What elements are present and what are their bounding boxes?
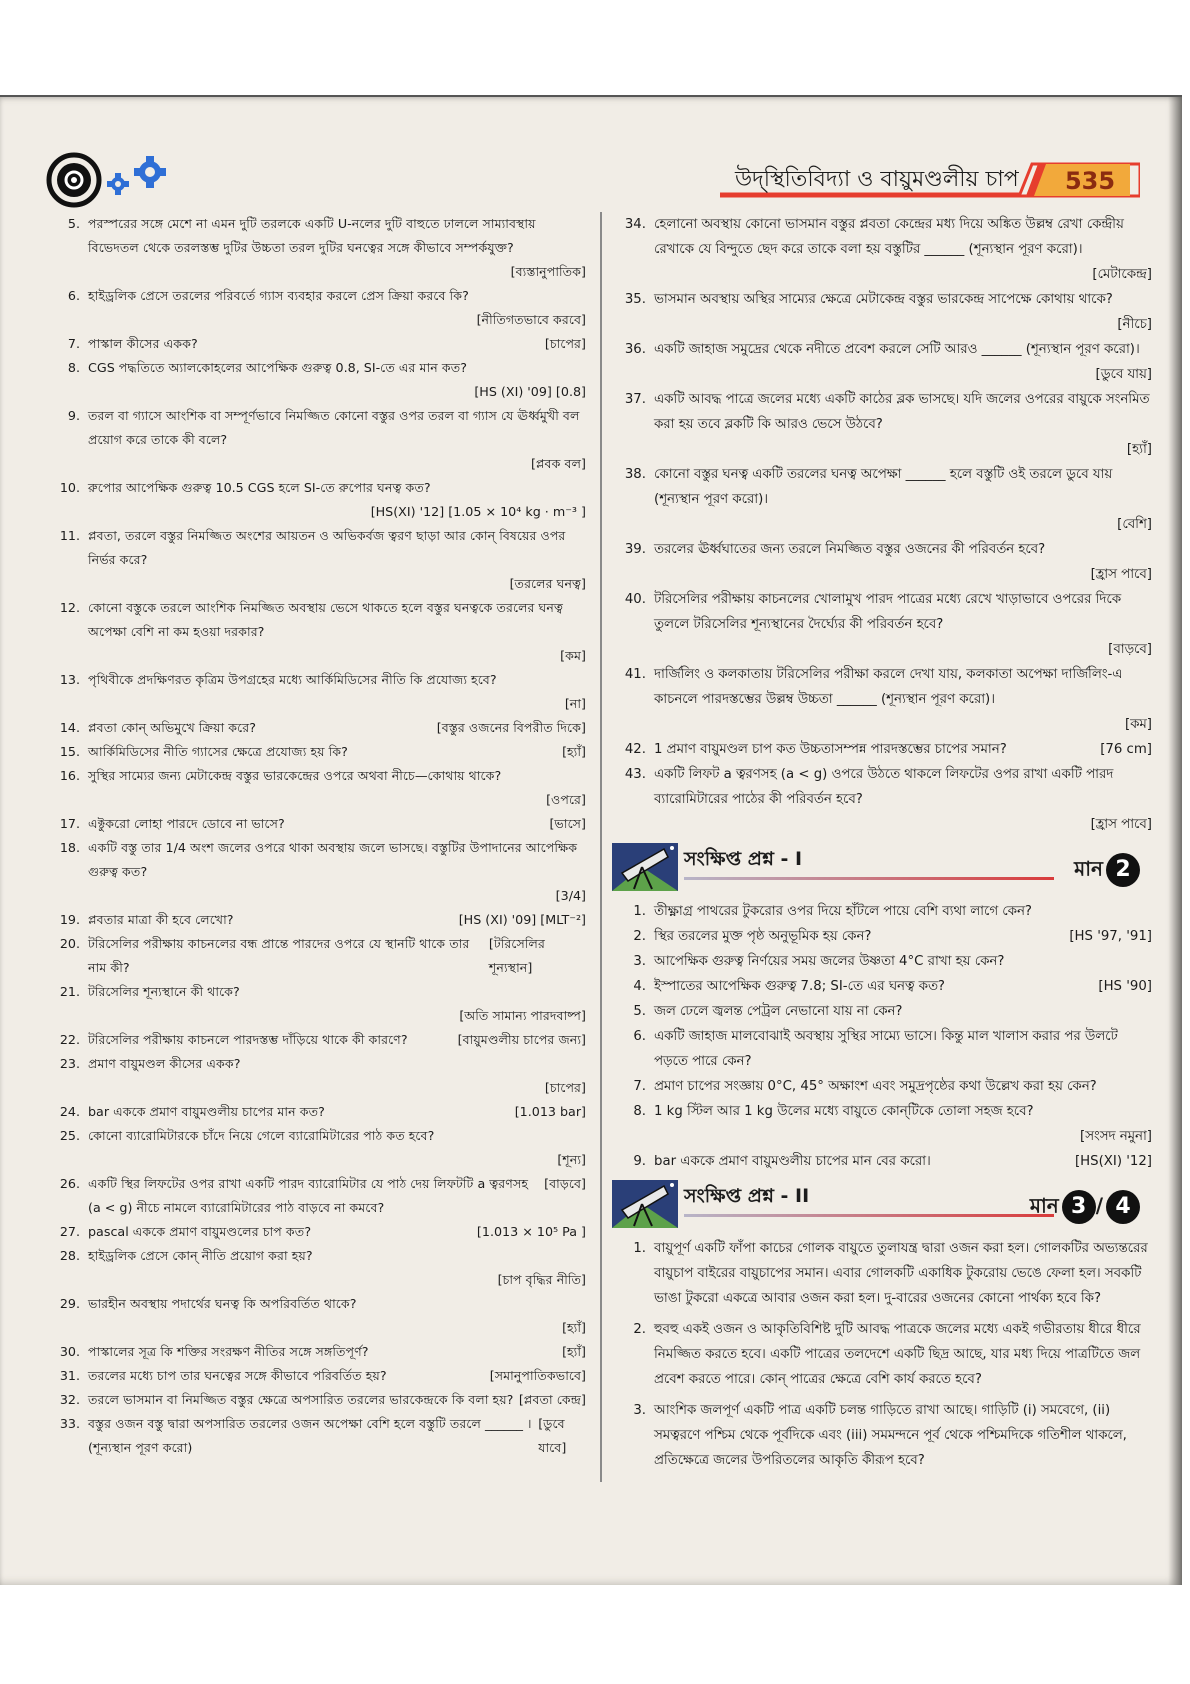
question-text: এক্টুকরো লোহা পারদে ডোবে না ভাসে? xyxy=(88,816,285,831)
question-number: 6. xyxy=(67,288,80,303)
question-text: আংশিক জলপূর্ণ একটি পাত্র একটি চলন্ত গাড়িতে রাখা আছে। গাড়িটি (i) সমবেগে, (ii) সমত্বরণে পশ্চিম থেকে পূর্বদিকে এবং (iii) সমমন্দনে পূর্ব থেকে পশ্চিমদিকে গতিশীল থাকলে, প্রতিক্ষেত্রে জলের উপরিতলের আকৃতি কীরূপ হবে? xyxy=(654,1403,1127,1468)
question-number: 14. xyxy=(59,720,80,735)
answer-text: [বাড়বে] xyxy=(544,1176,586,1191)
question-item xyxy=(612,899,1152,924)
question-item xyxy=(46,1028,586,1052)
question-text: একটি লিফট a ত্বরণসহ (a < g) ওপরে উঠতে থাকলে লিফটের ওপর রাখা একটি পারদ ব্যারোমিটারের পাঠের কী পরিবর্তন হবে? xyxy=(654,767,1114,807)
answer-text: [HS(XI) '12] xyxy=(1074,1154,1152,1169)
question-text: একটি জাহাজ সমুদ্রের থেকে নদীতে প্রবেশ করলে সেটি আরও ______ (শূন্যস্থান পূরণ করো)। xyxy=(654,342,1140,357)
question-text: ভাসমান অবস্থায় অস্থির সাম্যের ক্ষেত্রে মেটাকেন্দ্র বস্তুর ভারকেন্দ্র সাপেক্ষে কোথায় থাকে? xyxy=(654,292,1113,307)
answer-text: [বায়ুমণ্ডলীয় চাপের জন্য] xyxy=(457,1032,586,1047)
question-text: একটি স্থির লিফটের ওপর রাখা একটি পারদ ব্যারোমিটার যে পাঠ দেয় লিফটটি a ত্বরণসহ (a < g) নীচে নামলে ব্যারোমিটারের পাঠ বাড়বে না কমবে? xyxy=(88,1176,529,1215)
question-number: 33. xyxy=(59,1416,80,1431)
question-number: 7. xyxy=(633,1079,646,1094)
section-title: সংক্ষিপ্ত প্রশ্ন - II xyxy=(684,1185,810,1207)
question-text: পাস্কালের সূত্র কি শক্তির সংরক্ষণ নীতির সঙ্গে সঙ্গতিপূর্ণ? xyxy=(88,1344,369,1359)
question-text: প্লবতার মাত্রা কী হবে লেখো? xyxy=(88,912,234,927)
question-number: 1. xyxy=(633,1241,646,1256)
answer-text: [HS(XI) '12] [1.05 × 10⁴ kg · m⁻³ ] xyxy=(370,504,586,519)
question-text: ভারহীন অবস্থায় পদার্থের ঘনত্ব কি অপরিবর্তিত থাকে? xyxy=(88,1296,357,1311)
question-item xyxy=(46,356,586,404)
question-number: 32. xyxy=(59,1392,80,1407)
question-text: স্থির তরলের মুক্ত পৃষ্ঠ অনুভূমিক হয় কেন? xyxy=(654,929,872,944)
question-number: 34. xyxy=(624,217,646,232)
question-number: 5. xyxy=(633,1004,646,1019)
answer-text: [বস্তুর ওজনের বিপরীত দিকে] xyxy=(436,720,586,735)
question-number: 37. xyxy=(624,392,646,407)
section-rule xyxy=(684,877,1054,880)
answer-text: [হ্রাস পাবে] xyxy=(1090,567,1152,582)
question-text: ইস্পাতের আপেক্ষিক গুরুত্ব 7.8; SI-তে এর ঘনত্ব কত? xyxy=(654,979,945,994)
answer-text: [কম] xyxy=(560,648,586,663)
question-text: পাস্কাল কীসের একক? xyxy=(88,336,198,351)
answer-text: [হ্যাঁ] xyxy=(562,1344,586,1359)
question-item xyxy=(612,924,1152,949)
answer-text: [কম] xyxy=(1124,717,1152,732)
question-text: সুস্থির সাম্যের জন্য মেটাকেন্দ্র বস্তুর ভারকেন্দ্রের ওপরে অথবা নীচে—কোথায় থাকে? xyxy=(88,768,502,783)
question-number: 9. xyxy=(67,408,80,423)
question-item xyxy=(46,932,586,980)
question-item xyxy=(46,1172,586,1220)
question-number: 39. xyxy=(624,542,646,557)
question-text: bar এককে প্রমাণ বায়ুমণ্ডলীয় চাপের মান বের করো। xyxy=(654,1154,931,1169)
question-item xyxy=(46,524,586,596)
answer-text: [HS '97, '91] xyxy=(1069,929,1152,944)
section-short-questions-2 xyxy=(612,1180,1152,1230)
question-number: 28. xyxy=(59,1248,80,1263)
question-item xyxy=(46,1388,586,1412)
question-number: 13. xyxy=(59,672,80,687)
telescope-icon xyxy=(612,843,678,891)
mark-badge: 4 xyxy=(1106,1190,1140,1224)
question-number: 24. xyxy=(59,1104,80,1119)
answer-text: [1.013 bar] xyxy=(514,1104,586,1119)
question-item xyxy=(612,1024,1152,1074)
answer-text: [নীচে] xyxy=(1117,317,1152,332)
answer-text: [HS (XI) '09] [0.8] xyxy=(474,384,586,399)
question-number: 40. xyxy=(624,592,646,607)
question-item xyxy=(46,764,586,812)
question-text: প্রমাণ বায়ুমণ্ডল কীসের একক? xyxy=(88,1056,241,1071)
question-text: বস্তুর ওজন বস্তু দ্বারা অপসারিত তরলের ওজন অপেক্ষা বেশি হলে বস্তুটি তরলে ______ । (শূন্যস্থান পূরণ করো) xyxy=(88,1416,532,1455)
page-number: 535 xyxy=(1064,167,1116,195)
question-number: 1. xyxy=(633,904,646,919)
question-number: 29. xyxy=(59,1296,80,1311)
question-number: 35. xyxy=(624,292,646,307)
question-item xyxy=(612,1236,1152,1311)
question-number: 38. xyxy=(624,467,646,482)
mark-label: মান xyxy=(1074,856,1103,881)
question-item xyxy=(612,1074,1152,1099)
question-number: 8. xyxy=(633,1104,646,1119)
question-text: রুপোর আপেক্ষিক গুরুত্ব 10.5 CGS হলে SI-তে রুপোর ঘনত্ব কত? xyxy=(88,480,431,495)
answer-text: [মেটাকেন্দ্র] xyxy=(1092,267,1152,282)
question-number: 41. xyxy=(624,667,646,682)
question-text: হুবহু একই ওজন ও আকৃতিবিশিষ্ট দুটি আবদ্ধ পাত্রকে জলের মধ্যে একই গভীরতায় ধীরে ধীরে নিমজ্জিত করতে হবে। একটি পাত্রের তলদেশে একটি ছিদ্র আছে, যার মধ্য দিয়ে পাত্রটিতে জল প্রবেশ করতে পারে। কোন্ পাত্রের ক্ষেত্রে বেশি কার্য করতে হবে? xyxy=(654,1322,1141,1387)
question-number: 17. xyxy=(59,816,80,831)
question-number: 4. xyxy=(633,979,646,994)
question-item xyxy=(46,836,586,908)
mark-separator: / xyxy=(1095,1193,1103,1218)
left-column xyxy=(46,212,586,1460)
question-item xyxy=(612,1317,1152,1392)
question-number: 23. xyxy=(59,1056,80,1071)
question-number: 3. xyxy=(633,1403,646,1418)
question-item xyxy=(46,476,586,524)
question-item xyxy=(612,287,1152,337)
question-item xyxy=(46,1292,586,1340)
question-text: টরিসেলির শূন্যস্থানে কী থাকে? xyxy=(88,984,240,999)
question-text: কোনো বস্তুর ঘনত্ব একটি তরলের ঘনত্ব অপেক্ষা ______ হলে বস্তুটি ওই তরলে ডুবে যায় (শূন্যস্থান পূরণ করো)। xyxy=(654,467,1113,507)
question-item xyxy=(46,1220,586,1244)
section-short-questions-1 xyxy=(612,843,1152,893)
telescope-icon xyxy=(612,1180,678,1228)
question-item xyxy=(612,462,1152,537)
question-number: 7. xyxy=(67,336,80,351)
question-number: 8. xyxy=(67,360,80,375)
answer-text: [নীতিগতভাবে করবে] xyxy=(476,312,586,327)
question-number: 22. xyxy=(59,1032,80,1047)
question-item xyxy=(612,537,1152,587)
question-text: আর্কিমিডিসের নীতি গ্যাসের ক্ষেত্রে প্রযোজ্য হয় কি? xyxy=(88,744,348,759)
question-item xyxy=(46,668,586,716)
question-item xyxy=(612,737,1152,762)
section-mark xyxy=(1030,1190,1140,1224)
question-item xyxy=(612,999,1152,1024)
question-text: তরলে ভাসমান বা নিমজ্জিত বস্তুর ক্ষেত্রে অপসারিত তরলের ভারকেন্দ্রকে কি বলা হয়? xyxy=(88,1392,514,1407)
answer-text: [সংসদ নমুনা] xyxy=(1080,1129,1152,1144)
question-number: 43. xyxy=(624,767,646,782)
question-text: pascal এককে প্রমাণ বায়ুমণ্ডলের চাপ কত? xyxy=(88,1224,312,1239)
answer-text: [বেশি] xyxy=(1117,517,1152,532)
question-item xyxy=(612,387,1152,462)
question-text: তরলের ঊর্ধ্বঘাতের জন্য তরলে নিমজ্জিত বস্তুর ওজনের কী পরিবর্তন হবে? xyxy=(654,542,1046,557)
question-item xyxy=(46,1244,586,1292)
question-number: 19. xyxy=(59,912,80,927)
question-text: প্লবতা কোন্ অভিমুখে ক্রিয়া করে? xyxy=(88,720,256,735)
question-item xyxy=(46,1124,586,1172)
right-column xyxy=(612,212,1152,1473)
question-item xyxy=(46,284,586,332)
answer-text: [হ্যাঁ] xyxy=(562,1320,586,1335)
question-text: বায়ুপূর্ণ একটি ফাঁপা কাচের গোলক বায়ুতে তুলাযন্ত্র দ্বারা ওজন করা হল। গোলকটির অভ্যন্তরের বায়ুচাপ বাইরের বায়ুচাপের সমান। এবার গোলকটি একাধিক টুকরোয় ভেঙে ফেলা হল। সবকটি ভাঙা টুকরো একত্রে আবার ওজন করা হল। দু-বারের ওজনের কোনো পার্থক্য হবে কি? xyxy=(654,1241,1148,1306)
question-number: 2. xyxy=(633,1322,646,1337)
question-text: একটি বস্তু তার 1/4 অংশ জলের ওপরে থাকা অবস্থায় জলে ভাসছে। বস্তুটির উপাদানের আপেক্ষিক গুরুত্ব কত? xyxy=(88,840,578,879)
question-text: দার্জিলিং ও কলকাতায় টরিসেলির পরীক্ষা করলে দেখা যায়, কলকাতা অপেক্ষা দার্জিলিং-এ কাচনলে পারদস্তম্ভের উল্লম্ব উচ্চতা ______ (শূন্যস্থান পূরণ করো)। xyxy=(654,667,1123,707)
answer-text: [76 cm] xyxy=(1100,742,1152,757)
question-text: 1 প্রমাণ বায়ুমণ্ডল চাপ কত উচ্চতাসম্পন্ন পারদস্তম্ভের চাপের সমান? xyxy=(654,742,1007,757)
answer-text: [ভাসে] xyxy=(549,816,586,831)
question-text: CGS পদ্ধতিতে অ্যালকোহলের আপেক্ষিক গুরুত্ব 0.8, SI-তে এর মান কত? xyxy=(88,360,467,375)
question-text: হাইড্রলিক প্রেসে কোন্ নীতি প্রয়োগ করা হয়? xyxy=(88,1248,313,1263)
section-title: সংক্ষিপ্ত প্রশ্ন - I xyxy=(684,848,803,870)
question-text: bar এককে প্রমাণ বায়ুমণ্ডলীয় চাপের মান কত? xyxy=(88,1104,325,1119)
question-number: 31. xyxy=(59,1368,80,1383)
answer-text: [ব্যস্তানুপাতিক] xyxy=(510,264,586,279)
question-text: আপেক্ষিক গুরুত্ব নির্ণয়ের সময় জলের উষ্ণতা 4°C রাখা হয় কেন? xyxy=(654,954,1005,969)
question-item xyxy=(612,212,1152,287)
question-text: পৃথিবীকে প্রদক্ষিণরত কৃত্রিম উপগ্রহের মধ্যে আর্কিমিডিসের নীতি কি প্রযোজ্য হবে? xyxy=(88,672,497,687)
question-item xyxy=(612,949,1152,974)
mark-label: মান xyxy=(1029,1193,1059,1218)
answer-text: [শূন্য] xyxy=(557,1152,586,1167)
answer-text: [না] xyxy=(564,696,586,711)
answer-text: [ডুবে যাবে] xyxy=(538,1416,567,1455)
question-text: টরিসেলির পরীক্ষায় কাচনলের বন্ধ প্রান্তে পারদের ওপরে যে স্থানটি থাকে তার নাম কী? xyxy=(88,936,470,975)
question-number: 18. xyxy=(59,840,80,855)
question-text: তরলের মধ্যে চাপ তার ঘনত্বের সঙ্গে কীভাবে পরিবর্তিত হয়? xyxy=(88,1368,387,1383)
question-item xyxy=(612,974,1152,999)
question-number: 30. xyxy=(59,1344,80,1359)
answer-text: [চাপের] xyxy=(544,1080,586,1095)
question-text: পরস্পরের সঙ্গে মেশে না এমন দুটি তরলকে একটি U-নলের দুটি বাহুতে ঢাললে সাম্যাবস্থায় বিভেদতল থেকে তরলস্তম্ভ দুটির উচ্চতা তরল দুটির ঘনত্বের সঙ্গে কীভাবে সম্পর্কযুক্ত? xyxy=(88,216,536,255)
page-top-edge xyxy=(0,95,1182,97)
question-item xyxy=(46,1100,586,1124)
answer-text: [3/4] xyxy=(555,888,586,903)
question-item xyxy=(46,716,586,740)
question-number: 26. xyxy=(59,1176,80,1191)
answer-text: [সমানুপাতিকভাবে] xyxy=(489,1368,586,1383)
question-text: একটি জাহাজ মালবোঝাই অবস্থায় সুস্থির সাম্যে ভাসে। কিন্তু মাল খালাস করার পর উলটে পড়তে পারে কেন? xyxy=(654,1029,1118,1069)
question-item xyxy=(612,337,1152,387)
answer-text: [বাড়বে] xyxy=(1108,642,1152,657)
question-number: 42. xyxy=(624,742,646,757)
question-text: একটি আবদ্ধ পাত্রে জলের মধ্যে একটি কাঠের ব্লক ভাসছে। যদি জলের ওপরের বায়ুকে সংনমিত করা হয় তবে ব্লকটি কি আরও ভেসে উঠবে? xyxy=(654,392,1150,432)
question-item xyxy=(46,1364,586,1388)
answer-text: [ওপরে] xyxy=(546,792,586,807)
question-number: 3. xyxy=(633,954,646,969)
answer-text: [প্লবক বল] xyxy=(530,456,586,471)
section-rule xyxy=(684,1214,1054,1217)
question-item xyxy=(46,980,586,1028)
question-text: টরিসেলির পরীক্ষায় কাচনলে পারদস্তম্ভ দাঁড়িয়ে থাকে কী কারণে? xyxy=(88,1032,408,1047)
question-text: জল ঢেলে জ্বলন্ত পেট্রল নেভানো যায় না কেন? xyxy=(654,1004,903,1019)
answer-text: [হ্রাস পাবে] xyxy=(1090,817,1152,832)
question-item xyxy=(46,1340,586,1364)
question-text: কোনো ব্যারোমিটারকে চাঁদে নিয়ে গেলে ব্যারোমিটারের পাঠ কত হবে? xyxy=(88,1128,435,1143)
answer-text: [HS '90] xyxy=(1098,979,1152,994)
question-number: 5. xyxy=(67,216,80,231)
question-item xyxy=(46,812,586,836)
question-item xyxy=(46,332,586,356)
question-text: তীক্ষ্ণাগ্র পাথরের টুকরোর ওপর দিয়ে হাঁটলে পায়ে বেশি ব্যথা লাগে কেন? xyxy=(654,904,1032,919)
chapter-title: উদ্‌স্থিতিবিদ্যা ও বায়ুমণ্ডলীয় চাপ xyxy=(735,167,1019,192)
question-number: 10. xyxy=(59,480,80,495)
answer-text: [ডুবে যায়] xyxy=(1095,367,1152,382)
question-text: প্রমাণ চাপের সংজ্ঞায় 0°C, 45° অক্ষাংশ এবং সমুদ্রপৃষ্ঠের কথা উল্লেখ করা হয় কেন? xyxy=(654,1079,1097,1094)
answer-text: [HS (XI) '09] [MLT⁻²] xyxy=(458,912,586,927)
answer-text: [তরলের ঘনত্ব] xyxy=(509,576,586,591)
question-item xyxy=(612,662,1152,737)
question-item xyxy=(612,1149,1152,1174)
question-number: 27. xyxy=(59,1224,80,1239)
question-number: 25. xyxy=(59,1128,80,1143)
answer-text: [টরিসেলির শূন্যস্থান] xyxy=(488,936,545,975)
question-text: টরিসেলির পরীক্ষায় কাচনলের খোলামুখ পারদ পাত্রের মধ্যে রেখে খাড়াভাবে ওপরের দিকে তুললে টরিসেলির শূন্যস্থানের দৈর্ঘ্যের কী পরিবর্তন হবে? xyxy=(654,592,1122,632)
answer-text: [চাপ বৃদ্ধির নীতি] xyxy=(497,1272,586,1287)
question-number: 21. xyxy=(59,984,80,999)
question-number: 2. xyxy=(633,929,646,944)
question-item xyxy=(46,740,586,764)
question-item xyxy=(46,212,586,284)
question-item xyxy=(46,596,586,668)
mark-badge: 2 xyxy=(1106,853,1140,887)
section-mark xyxy=(1074,853,1140,887)
column-divider xyxy=(600,212,602,1482)
question-number: 12. xyxy=(59,600,80,615)
question-item xyxy=(612,1398,1152,1473)
answer-text: [অতি সামান্য পারদবাষ্প] xyxy=(459,1008,586,1023)
question-number: 20. xyxy=(59,936,80,951)
question-number: 36. xyxy=(624,342,646,357)
question-text: তরল বা গ্যাসে আংশিক বা সম্পূর্ণভাবে নিমজ্জিত কোনো বস্তুর ওপর তরল বা গ্যাস যে ঊর্ধ্বমুখী বল প্রয়োগ করে তাকে কী বলে? xyxy=(88,408,580,447)
answer-text: [হ্যাঁ] xyxy=(562,744,586,759)
question-number: 15. xyxy=(59,744,80,759)
question-item xyxy=(612,587,1152,662)
question-number: 6. xyxy=(633,1029,646,1044)
question-text: হাইড্রলিক প্রেসে তরলের পরিবর্তে গ্যাস ব্যবহার করলে প্রেস ক্রিয়া করবে কি? xyxy=(88,288,469,303)
question-item xyxy=(46,1052,586,1100)
answer-text: [হ্যাঁ] xyxy=(1126,442,1152,457)
question-text: প্লবতা, তরলে বস্তুর নিমজ্জিত অংশের আয়তন ও অভিকর্বজ ত্বরণ ছাড়া আর কোন্ বিষয়ের ওপর নির্ভর করে? xyxy=(88,528,566,567)
question-item xyxy=(46,1412,586,1460)
brain-gear-logo-icon xyxy=(46,152,186,208)
question-number: 11. xyxy=(59,528,80,543)
question-item xyxy=(612,762,1152,837)
answer-text: [প্লবতা কেন্দ্র] xyxy=(518,1392,586,1407)
mark-badge: 3 xyxy=(1062,1190,1096,1224)
question-number: 16. xyxy=(59,768,80,783)
question-text: 1 kg স্টিল আর 1 kg উলের মধ্যে বায়ুতে কোন্‌টিকে তোলা সহজ হবে? xyxy=(654,1104,1034,1119)
question-item xyxy=(46,404,586,476)
answer-text: [1.013 × 10⁵ Pa ] xyxy=(476,1224,586,1239)
question-text: কোনো বস্তুকে তরলে আংশিক নিমজ্জিত অবস্থায় ভেসে থাকতে হলে বস্তুর ঘনত্বকে তরলের ঘনত্ব অপেক্ষা বেশি না কম হওয়া দরকার? xyxy=(88,600,563,639)
question-item xyxy=(612,1099,1152,1149)
question-number: 9. xyxy=(633,1154,646,1169)
answer-text: [চাপের] xyxy=(544,336,586,351)
question-item xyxy=(46,908,586,932)
question-text: হেলানো অবস্থায় কোনো ভাসমান বস্তুর প্লবতা কেন্দ্রের মধ্য দিয়ে অঙ্কিত উল্লম্ব রেখা কেন্দ্রীয় রেখাকে যে বিন্দুতে ছেদ করে তাকে বলা হয় বস্তুটির ______ (শূন্যস্থান পূরণ করো)। xyxy=(654,217,1124,257)
